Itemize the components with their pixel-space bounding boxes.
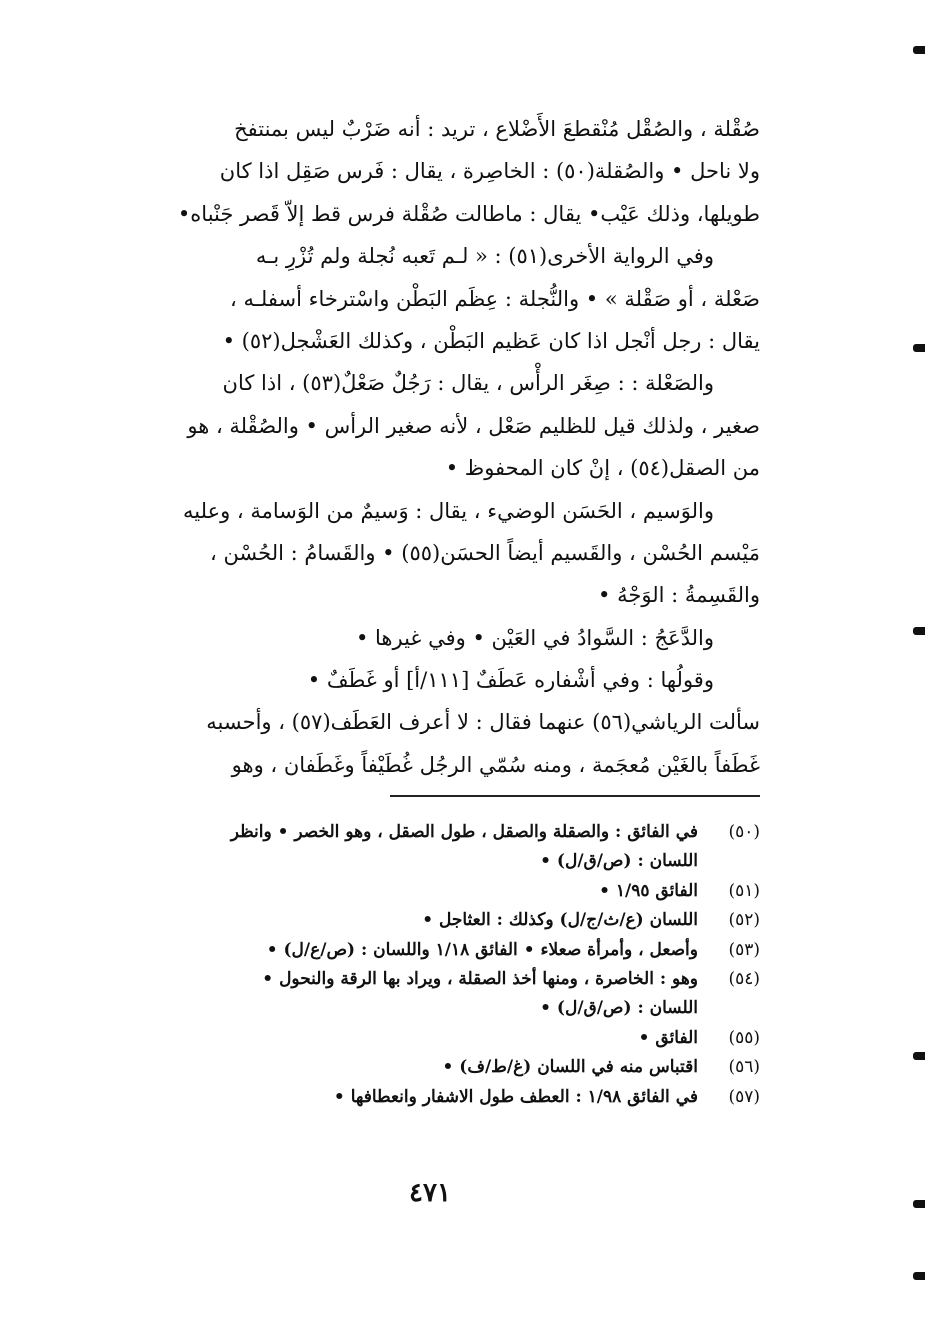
footnote-number: (٥١) — [728, 880, 760, 901]
text-line: مَيْسم الحُسْن ، والقَسيم أيضاً الحسَن(٥٥) • والقَسامُ : الحُسْن ، — [209, 540, 760, 565]
footnote-number: (٥٥) — [728, 1027, 760, 1048]
footnote — [100, 847, 760, 876]
footnote — [100, 877, 760, 906]
footnote-text: الفائق ١/٩٥ • — [599, 880, 698, 901]
footnote-text: اللسان (ع/ث/ج/ل) وكذلك : العثاجل • — [422, 910, 698, 931]
text-line: سألت الرياشي(٥٦) عنهما فقال : لا أعرف العَطَف(٥٧) ، وأحسبه — [206, 710, 760, 735]
footnote-number: (٥٧) — [728, 1086, 760, 1107]
footnote-text: اقتباس منه في اللسان (غ/ط/ف) • — [442, 1057, 698, 1078]
footnote-text: وهو : الخاصرة ، ومنها أخذ الصقلة ، ويراد بها الرقة والنحول • — [262, 968, 698, 989]
text-line: صَعْلة ، أو صَقْلة » • والنُّجلة : عِظَم البَطْن واسْترخاء أسفلـه ، — [230, 286, 760, 311]
binding-mark — [913, 627, 925, 635]
binding-mark — [913, 1052, 925, 1060]
text-line: غَطَفاً بالغَيْن مُعجَمة ، ومنه سُمّي الرجُل غُطَيْفاً وغَطَفان ، وهو — [231, 752, 760, 777]
text-line: صغير ، ولذلك قيل للظليم صَعْل ، لأنه صغير الرأس • والصُقْلة ، هو — [187, 413, 760, 438]
footnote-text: في الفائق : والصقلة والصقل ، طول الصقل ، وهو الخصر • وانظر — [230, 822, 698, 842]
text-line: طويلها، وذلك عَيْب• يقال : ماطالت صُقْلة فرس قط إلاّ قَصر جَنْباه• — [177, 201, 760, 226]
text-line: ولا ناحل • والصُقلة(٥٠) : الخاصِرة ، يقال : فَرس صَقِل اذا كان — [219, 159, 760, 184]
text-line: والوَسيم ، الحَسَن الوضيء ، يقال : وَسيمٌ من الوَسامة ، وعليه — [183, 498, 714, 523]
footnote-number: (٥٦) — [728, 1057, 760, 1078]
binding-mark — [913, 344, 925, 352]
text-line: وفي الرواية الأخرى(٥١) : « لـم تَعبه نُجلة ولم تُزْرِ بـه — [255, 244, 714, 269]
footnote — [100, 818, 760, 847]
footnote — [100, 965, 760, 994]
footnote — [100, 1053, 760, 1082]
footnote-separator — [390, 795, 760, 797]
footnote-text: في الفائق ١/٩٨ : العطف طول الاشفار وانعطافها • — [333, 1086, 698, 1107]
text-line: والصَعْلة : : صِغَر الرأْس ، يقال : رَجُلٌ صَعْلٌ(٥٣) ، اذا كان — [222, 371, 714, 396]
footnote-text: اللسان : (ص/ق/ل) • — [540, 851, 698, 872]
page-number: ٤٧١ — [409, 1178, 451, 1208]
binding-mark — [913, 1200, 925, 1208]
text-line: وقولُها : وفي أشْفاره عَطَفٌ [١١١/أ] أو غَطَفٌ • — [307, 668, 714, 693]
footnote-number: (٥٤) — [728, 968, 760, 989]
body-text — [100, 108, 760, 786]
footnote-text: الفائق • — [638, 1027, 698, 1048]
binding-mark — [913, 1272, 925, 1280]
footnote-number: (٥٢) — [728, 910, 760, 931]
footnote — [100, 1083, 760, 1112]
text-line: صُقْلة ، والصُقْل مُنْقطعَ الأَضْلاع ، تريد : أنه ضَرْبٌ ليس بمنتفخ — [234, 117, 760, 141]
footnote-number: (٥٠) — [728, 822, 760, 842]
footnote-text: اللسان : (ص/ق/ل) • — [540, 998, 698, 1019]
text-line: يقال : رجل أنْجل اذا كان عَظيم البَطْن ، وكذلك العَشْجل(٥٢) • — [222, 328, 760, 353]
footnote — [100, 936, 760, 965]
footnote — [100, 1024, 760, 1053]
footnote-text: وأصعل ، وأمرأة صعلاء • الفائق ١/١٨ واللسان : (ص/ع/ل) • — [266, 939, 698, 960]
text-line: من الصقل(٥٤) ، إنْ كان المحفوظ • — [445, 456, 760, 481]
text-line: والدَّعَجُ : السَّوادُ في العَيْن • وفي غيرها • — [355, 625, 714, 650]
footnotes — [100, 818, 760, 1112]
binding-mark — [913, 46, 925, 54]
footnote — [100, 906, 760, 935]
footnote — [100, 994, 760, 1023]
text-line: والقَسِمةُ : الوَجْهُ • — [598, 583, 760, 608]
footnote-number: (٥٣) — [728, 939, 760, 960]
